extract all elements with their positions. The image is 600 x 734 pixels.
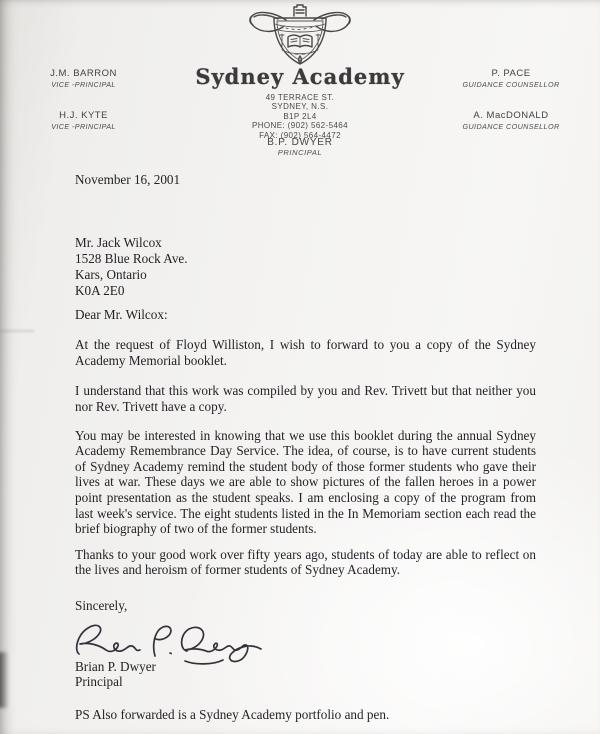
address-line: B1P 2L4 (283, 111, 317, 121)
letterhead-principal-name: B.P. DWYER (267, 137, 333, 148)
letterhead-principal-title: PRINCIPAL (277, 148, 323, 157)
postscript: PS Also forwarded is a Sydney Academy portfolio and pen. (75, 706, 390, 722)
paper-crease (0, 330, 34, 332)
paragraph: Thanks to your good work over fifty years ago, students of today are able to reflect on the lives and heroism of former students of Sydney Academy. (75, 546, 536, 578)
paragraph: At the request of Floyd Williston, I wish to forward to you a copy of the Sydney Academy Memorial booklet. (75, 337, 536, 368)
staff-name: J.M. BARRON (50, 68, 117, 79)
address-line-phone: PHONE: (902) 562-5464 (251, 121, 348, 131)
staff-entry (436, 110, 586, 131)
school-name: Sydney Academy (195, 64, 405, 89)
address-line-fax: FAX: (902) 564-4472 (259, 130, 341, 140)
staff-entry (26, 68, 141, 89)
closing: Sincerely, (75, 597, 128, 613)
recipient-address (75, 235, 536, 299)
paragraph: I understand that this work was compiled by you and Rev. Trivett but that neither you nor Rev. Trivett have a copy. (75, 383, 536, 414)
recipient-line: Kars, Ontario (75, 266, 147, 282)
recipient-line: Mr. Jack Wilcox (75, 234, 162, 250)
letter-date: November 16, 2001 (75, 172, 181, 187)
paragraph: You may be interested in knowing that we use this booklet during the annual Sydney Academy Remembrance Day Service. The idea, of course, is to have current students of Sydney Academy remind the student body of those former students who gave their lives at war. These days we are able to show pictures of the fallen heroes in a power point presentation as the student speaks. I am enclosing a copy of the program from last week's service. The eight students listed in the In Memoriam section each read the brief biography of two of the former students. (75, 427, 536, 537)
staff-entry (26, 110, 141, 131)
staff-title: VICE -PRINCIPAL (51, 80, 116, 89)
signer-name: Brian P. Dwyer (75, 658, 156, 674)
staff-name: H.J. KYTE (59, 110, 108, 121)
staff-title: VICE -PRINCIPAL (51, 122, 116, 131)
address-line: SYDNEY, N.S. (271, 102, 329, 112)
recipient-line: 1528 Blue Rock Ave. (75, 250, 188, 266)
staff-title: GUIDANCE COUNSELLOR (462, 80, 560, 89)
signer-title: Principal (75, 674, 123, 690)
staff-title: GUIDANCE COUNSELLOR (462, 122, 560, 131)
staff-entry (436, 68, 586, 89)
staff-name: P. PACE (491, 68, 531, 79)
school-crest-icon (244, 4, 356, 66)
salutation: Dear Mr. Wilcox: (75, 306, 168, 322)
address-line: 49 TERRACE ST. (265, 93, 335, 102)
recipient-line: K0A 2E0 (75, 282, 125, 298)
scan-edge-blotch (0, 652, 9, 708)
staff-name: A. MacDONALD (473, 110, 549, 121)
letter-body (75, 172, 536, 722)
